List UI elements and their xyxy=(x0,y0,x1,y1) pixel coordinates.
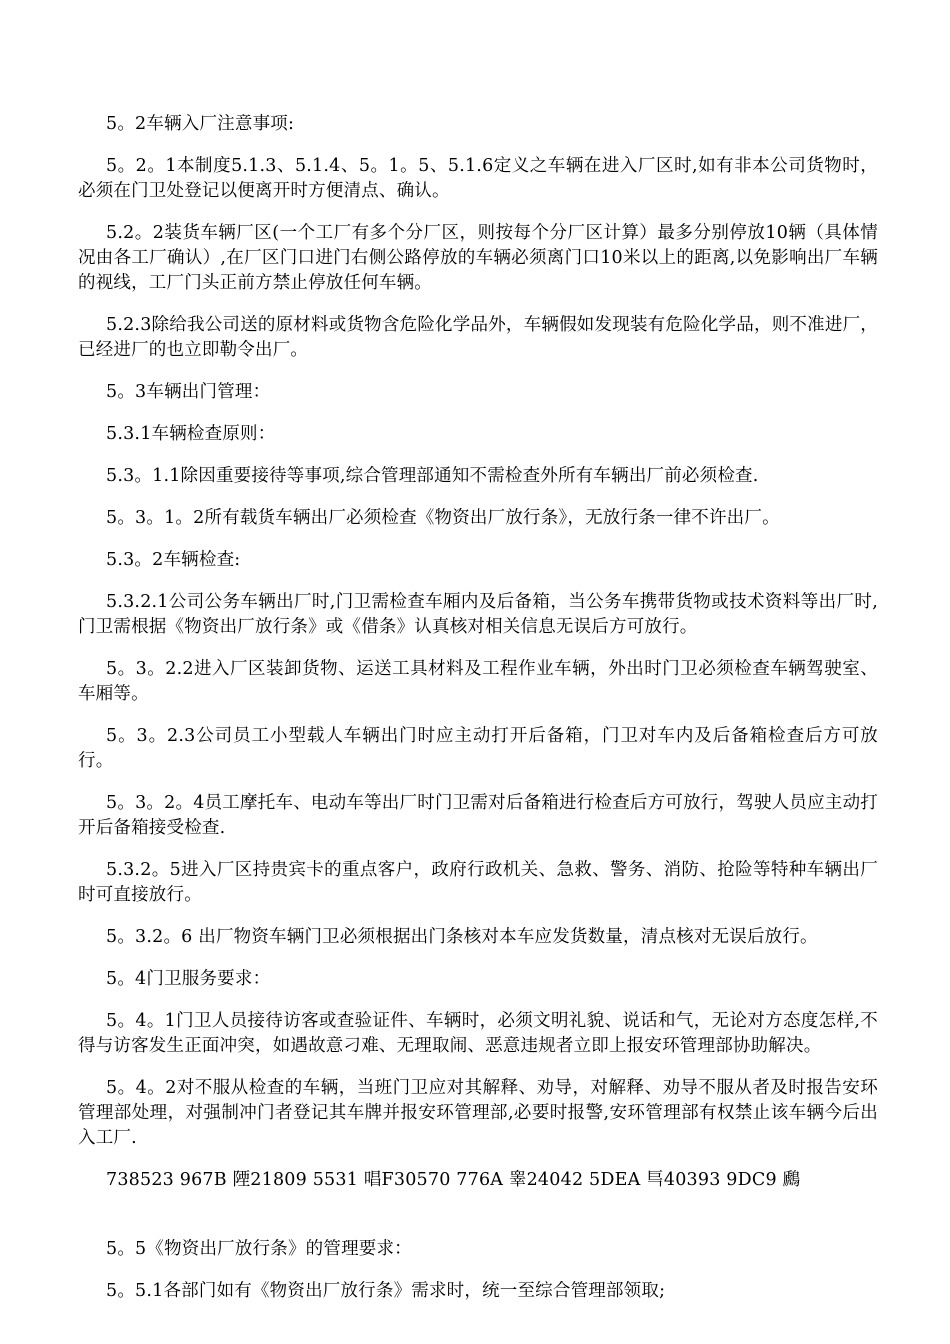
paragraph-5-2-2: 5.2。2装货车辆厂区(一个工厂有多个分厂区，则按每个分厂区计算）最多分别停放10辆（具体情况由各工厂确认）,在厂区门口进门右侧公路停放的车辆必须离门口10米以上的距离,以免影响出厂车辆的视线，工厂门头正前方禁止停放任何车辆。 xyxy=(78,223,878,293)
paragraph-5-3-2-4: 5。3。2。4员工摩托车、电动车等出厂时门卫需对后备箱进行检查后方可放行，驾驶人员应主动打开后备箱接受检查. xyxy=(78,793,878,838)
paragraph-5-4-1: 5。4。1门卫人员接待访客或查验证件、车辆时，必须文明礼貌、说话和气，无论对方态度怎样,不得与访客发生正面冲突，如遇故意刁难、无理取闹、恶意违规者立即上报安环管理部协助解决。 xyxy=(78,1011,878,1056)
paragraph-5-5-1: 5。5.1各部门如有《物资出厂放行条》需求时，统一至综合管理部领取; xyxy=(106,1281,666,1301)
section-heading-5-5: 5。5《物资出厂放行条》的管理要求： xyxy=(106,1239,412,1259)
paragraph-5-4-2: 5。4。2对不服从检查的车辆，当班门卫应对其解释、劝导，对解释、劝导不服从者及时报告安环管理部处理，对强制冲门者登记其车牌并报安环管理部,必要时报警,安环管理部有权禁止该车辆今后出入工厂. xyxy=(78,1078,878,1148)
paragraph-5-3-2-2: 5。3。2.2进入厂区装卸货物、运送工具材料及工程作业车辆，外出时门卫必须检查车辆驾驶室、车厢等。 xyxy=(78,659,878,704)
paragraph-5-3-1-1: 5.3。1.1除因重要接待等事项,综合管理部通知不需检查外所有车辆出厂前必须检查. xyxy=(106,466,759,486)
document-body xyxy=(78,112,878,1321)
paragraph-5-3-1-2: 5。3。1。2所有载货车辆出厂必须检查《物资出厂放行条》，无放行条一律不许出厂。 xyxy=(106,508,780,528)
section-heading-5-3: 5。3车辆出门管理： xyxy=(106,382,271,402)
paragraph-5-3-2-1: 5.3.2.1公司公务车辆出厂时,门卫需检查车厢内及后备箱，当公务车携带货物或技术资料等出厂时,门卫需根据《物资出厂放行条》或《借条》认真核对相关信息无误后方可放行。 xyxy=(78,592,878,637)
paragraph-5-3-2-6: 5。3.2。6 出厂物资车辆门卫必须根据出门条核对本车应发货数量，清点核对无误后放行。 xyxy=(106,927,818,947)
section-heading-5-2: 5。2车辆入厂注意事项: xyxy=(106,114,295,134)
subsection-heading-5-3-1: 5.3.1车辆检查原则： xyxy=(106,424,276,444)
encoded-character-line: 738523 967B 陻21809 5531 唱F30570 776A 睾24042 5DEA 巪40393 9DC9 鷉 xyxy=(106,1170,801,1190)
section-heading-5-4: 5。4门卫服务要求： xyxy=(106,969,271,989)
paragraph-5-3-2-5: 5.3.2。5进入厂区持贵宾卡的重点客户，政府行政机关、急救、警务、消防、抢险等特种车辆出厂时可直接放行。 xyxy=(78,860,878,905)
subsection-heading-5-3-2: 5.3。2车辆检查: xyxy=(106,550,241,570)
paragraph-5-2-3: 5.2.3除给我公司送的原材料或货物含危险化学品外，车辆假如发现装有危险化学品，则不准进厂，已经进厂的也立即勒令出厂。 xyxy=(78,315,878,360)
paragraph-5-2-1: 5。2。1本制度5.1.3、5.1.4、5。1。5、5.1.6定义之车辆在进入厂区时,如有非本公司货物时，必须在门卫处登记以便离开时方便清点、确认。 xyxy=(78,156,878,201)
paragraph-5-3-2-3: 5。3。2.3公司员工小型载人车辆出门时应主动打开后备箱，门卫对车内及后备箱检查后方可放行。 xyxy=(78,726,878,771)
